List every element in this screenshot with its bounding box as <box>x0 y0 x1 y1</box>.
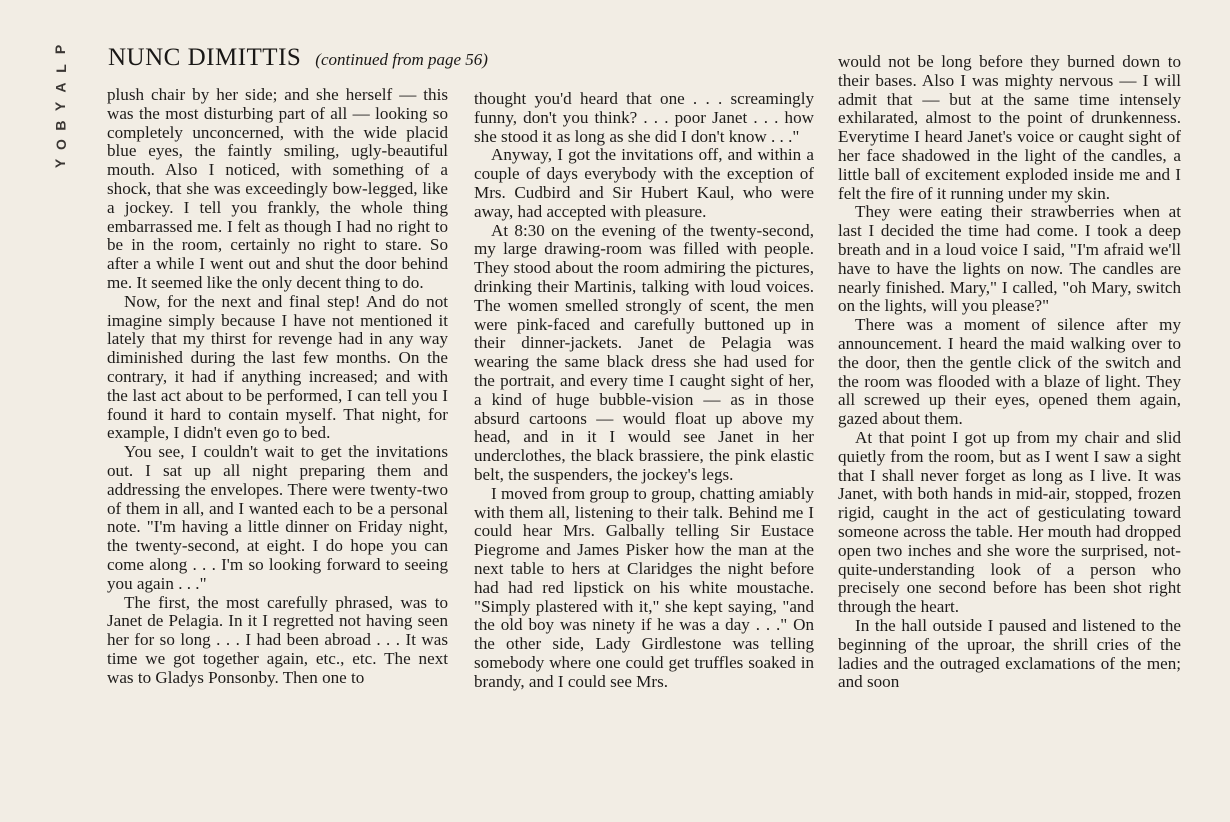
paragraph: thought you'd heard that one . . . screamingly funny, don't you think? . . . poor Janet . . . how she stood it as long as she did I don't know . . ." <box>474 89 814 146</box>
paragraph: Anyway, I got the invitations off, and within a couple of days everybody with the exception of Mrs. Cudbird and Sir Hubert Kaul, who were away, had accepted with pleasure. <box>474 145 814 221</box>
paragraph: At 8:30 on the evening of the twenty-second, my large drawing-room was filled with people. They stood about the room admiring the pictures, drinking their Martinis, talking with loud voices. The women smelled strongly of scent, the men were pink-faced and carefully buttoned up in their dinner-jackets. Janet de Pelagia was wearing the same black dress she had used for the portrait, and every time I caught sight of her, a kind of huge bubble-vision — as in those absurd cartoons — would float up above my head, and in it I would see Janet in her underclothes, the black brassiere, the pink elastic belt, the suspenders, the jockey's legs. <box>474 220 814 484</box>
text-column-1 <box>107 0 448 822</box>
paragraph: They were eating their strawberries when at last I decided the time had come. I took a deep breath and in a loud voice I said, "I'm afraid we'll have to have the lights on now. The candles are nearly finished. Mary," I called, "oh Mary, switch on the lights, will you please?" <box>838 202 1181 316</box>
paragraph: You see, I couldn't wait to get the invitations out. I sat up all night preparing them and addressing the envelopes. There were twenty-two of them in all, and I wanted each to be a personal note. "I'm having a little dinner on Friday night, the twenty-second, at eight. I do hope you can come along . . . I'm so looking forward to seeing you again . . ." <box>107 442 448 593</box>
text-column-3 <box>838 0 1181 822</box>
paragraph: I moved from group to group, chatting amiably with them all, listening to their talk. Behind me I could hear Mrs. Galbally telling Sir Eustace Piegrome and James Pisker how the man at the next table to hers at Claridges the night before had had red lipstick on his white moustache. "Simply plastered with it," she kept saying, "and the old boy was ninety if he was a day . . ." On the other side, Lady Girdlestone was telling somebody where one could get truffles soaked in brandy, and I could see Mrs. <box>474 483 814 691</box>
sidebar-letter: P <box>52 44 69 55</box>
continuation-note: (continued from page 56) <box>315 50 488 69</box>
paragraph: In the hall outside I paused and listened to the beginning of the uproar, the shrill cries of the ladies and the outraged exclamations of the men; and soon <box>838 615 1181 692</box>
paragraph: Now, for the next and final step! And do not imagine simply because I have not mentioned it lately that my thirst for revenge had in any way diminished during the last few months. On the contrary, it had if anything increased; and with the last act about to be performed, I can tell you I found it hard to contain myself. That night, for example, I didn't even go to bed. <box>107 291 448 443</box>
sidebar-letter: B <box>52 120 69 131</box>
sidebar-letter: O <box>52 139 69 150</box>
sidebar-letter: Y <box>52 158 69 169</box>
paragraph: would not be long before they burned down to their bases. Also I was mighty nervous — I will admit that — but at the same time intensely exhilarated, almost to the point of drunkenness. Everytime I heard Janet's voice or caught sight of her face shadowed in the light of the candles, a little ball of excitement exploded inside me and I felt the fire of it running under my skin. <box>838 52 1181 203</box>
sidebar-letter: A <box>52 82 69 93</box>
paragraph: There was a moment of silence after my announcement. I heard the maid walking over to the door, then the gentle click of the switch and the room was flooded with a blaze of light. They all screwed up their eyes, opened them again, gazed about them. <box>838 315 1181 429</box>
paragraph: At that point I got up from my chair and slid quietly from the room, but as I went I saw a sight that I shall never forget as long as I live. It was Janet, with both hands in mid-air, stopped, frozen rigid, caught in the act of gesticulating toward someone across the table. Her mouth had dropped open two inches and she wore the surprised, not-quite-understanding look of a person who precisely one second before has been shot right through the heart. <box>838 427 1181 617</box>
text-column-2 <box>474 0 814 822</box>
article-title: NUNC DIMITTIS <box>108 44 302 71</box>
paragraph: plush chair by her side; and she herself — this was the most disturbing part of all — looking so completely unconcerned, with the wide placid blue eyes, the faintly smiling, ugly-beautiful mouth. Also I noticed, with something of a shock, that she was exceedingly bow-legged, like a jockey. I tell you frankly, the whole thing embarrassed me. I felt as though I had no right to be in the room, certainly no right to stare. So after a while I went out and shut the door behind me. It seemed like the only decent thing to do. <box>107 85 448 292</box>
sidebar-letter: L <box>52 64 69 73</box>
paragraph: The first, the most carefully phrased, was to Janet de Pelagia. In it I regretted not having seen her for so long . . . I had been abroad . . . It was time we got together again, etc., etc. The next was to Gladys Ponsonby. Then one to <box>107 592 448 687</box>
magazine-sidebar <box>52 40 68 173</box>
sidebar-letter: Y <box>52 101 69 112</box>
